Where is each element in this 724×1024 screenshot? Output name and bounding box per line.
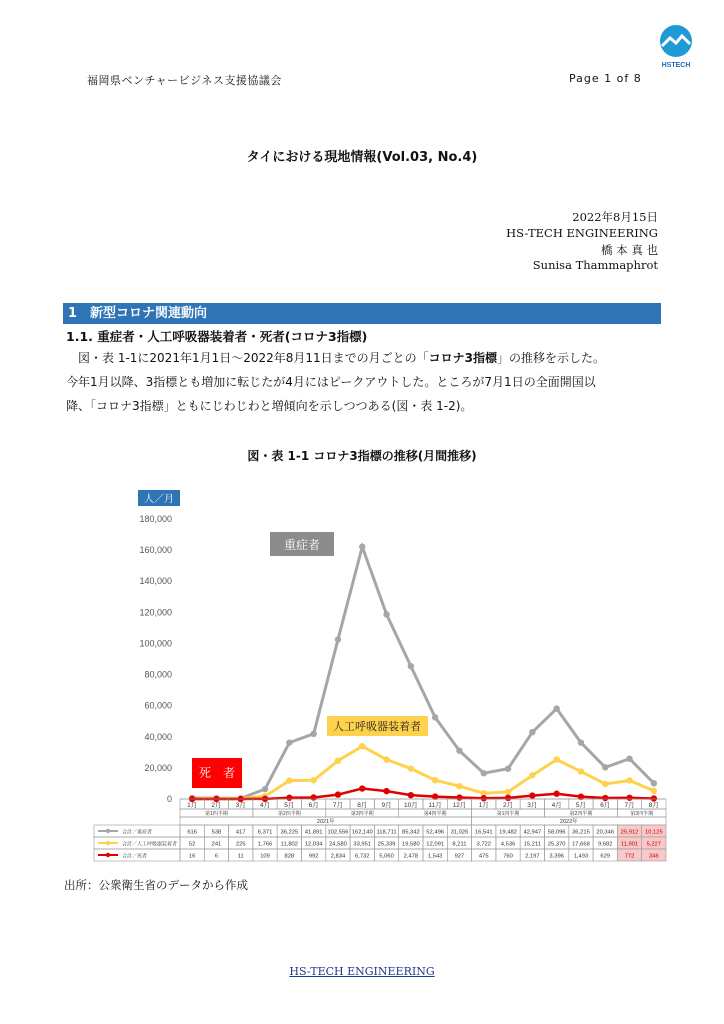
category-label: 6月 (308, 802, 319, 809)
table-value: 1,543 (427, 853, 443, 860)
y-tick-label: 180,000 (139, 514, 172, 524)
legend-marker (106, 829, 110, 833)
data-point (529, 792, 535, 798)
data-point (553, 705, 559, 711)
data-point (335, 636, 341, 642)
table-value: 1,493 (573, 853, 589, 860)
table-value: 1,766 (257, 841, 273, 848)
data-point (456, 748, 462, 754)
table-value: 629 (600, 853, 611, 860)
data-point (651, 788, 657, 794)
table-value: 616 (187, 829, 197, 836)
data-point (383, 756, 389, 762)
quarter-label: 第1四半期 (205, 811, 228, 818)
y-tick-label: 60,000 (144, 700, 172, 711)
data-point (432, 714, 438, 720)
figure-title: 図・表 1-1 コロナ3指標の推移(月間推移) (247, 449, 477, 463)
year-label: 2021年 (316, 819, 335, 826)
data-point (310, 777, 316, 783)
legend-label: 合計／人工呼吸器装着者 (122, 841, 178, 848)
data-point (626, 755, 632, 761)
table-value: 41,891 (304, 829, 323, 836)
table-value: 15,211 (523, 841, 542, 848)
table-value: 52 (188, 841, 196, 848)
y-tick-label: 80,000 (144, 669, 172, 680)
table-value: 19,482 (499, 829, 517, 836)
data-point (286, 739, 292, 745)
data-point (408, 792, 414, 798)
data-point (626, 777, 632, 783)
table-value: 772 (624, 853, 635, 860)
data-point (286, 777, 292, 783)
table-value: 12,034 (304, 841, 323, 848)
logo-text: HSTECH (661, 62, 691, 69)
paragraph-line-1-a: 図・表 1-1に2021年1月1日～2022年8月11日までの月ごとの「 (78, 351, 429, 365)
table-value: 36,225 (280, 829, 299, 836)
data-point (456, 783, 462, 789)
annotation-death-text: 死 者 (198, 766, 236, 780)
data-point (359, 785, 365, 791)
category-label: 6月 (600, 802, 611, 809)
category-label: 8月 (648, 802, 659, 809)
paragraph-line-2: 今年1月以降、3指標とも増加に転じたが4月にはピークアウトした。ところが7月1日の全面開国以 (66, 375, 596, 389)
series-line (192, 547, 654, 799)
unit-label-text: 人／月 (144, 494, 174, 505)
info-company: HS-TECH ENGINEERING (506, 226, 658, 240)
table-value: 3,722 (476, 841, 492, 848)
paragraph-line-1-bold: コロナ3指標 (428, 351, 498, 365)
table-value: 25,912 (620, 829, 639, 836)
table-value: 16,541 (474, 829, 493, 836)
data-point (286, 795, 292, 801)
table-value: 760 (503, 853, 513, 860)
header-page-number: Page 1 of 8 (569, 72, 642, 85)
quarter-label: 第3四半期 (630, 811, 654, 818)
table-value: 4,536 (500, 841, 516, 848)
table-value: 10,125 (644, 829, 663, 836)
quarter-label: 第3四半期 (350, 811, 374, 818)
table-value: 9,682 (597, 841, 613, 848)
legend-marker (106, 841, 110, 845)
category-label: 2月 (211, 802, 222, 809)
quarter-label: 第4四半期 (423, 811, 447, 818)
data-point (481, 795, 487, 801)
table-value: 58,096 (547, 829, 566, 836)
data-point (505, 765, 511, 771)
table-value: 118,711 (376, 829, 397, 836)
data-point (578, 768, 584, 774)
y-tick-label: 40,000 (144, 731, 172, 742)
data-point (529, 729, 535, 735)
category-label: 4月 (551, 802, 562, 809)
table-value: 11,802 (280, 841, 299, 848)
info-author-2: Sunisa Thammaphrot (532, 258, 658, 272)
data-point (359, 544, 365, 550)
data-point (408, 663, 414, 669)
category-label: 5月 (575, 802, 587, 809)
table-value: 241 (211, 841, 222, 848)
covid-indicator-chart (80, 486, 670, 866)
y-tick-label: 120,000 (139, 607, 172, 618)
table-value: 417 (235, 829, 246, 836)
table-value: 6,371 (257, 829, 273, 836)
y-tick-label: 160,000 (139, 545, 172, 556)
quarter-label: 第2四半期 (569, 811, 593, 818)
data-point (553, 756, 559, 762)
table-value: 24,580 (329, 841, 347, 848)
category-label: 11月 (428, 802, 442, 809)
table-value: 109 (260, 853, 270, 860)
category-label: 8月 (357, 802, 368, 809)
table-value: 2,197 (525, 853, 540, 860)
annotation-death (192, 758, 242, 788)
table-value: 992 (308, 853, 319, 860)
table-value: 3,396 (549, 853, 564, 860)
table-value: 475 (478, 853, 489, 860)
table-value: 42,947 (523, 829, 542, 836)
data-point (553, 791, 559, 797)
annotation-ventilator-text: 人工呼吸器装着者 (333, 721, 421, 733)
category-label: 7月 (624, 802, 635, 809)
info-date: 2022年8月15日 (572, 210, 658, 224)
data-point (505, 789, 511, 795)
footer-company: HS-TECH ENGINEERING (289, 965, 435, 978)
document-title: タイにおける現地情報(Vol.03, No.4) (246, 150, 478, 165)
data-point (481, 770, 487, 776)
annotation-severe (270, 532, 334, 556)
data-point (651, 780, 657, 786)
legend-marker (106, 853, 110, 857)
category-label: 2月 (502, 802, 514, 809)
table-value: 52,496 (426, 829, 445, 836)
data-point (335, 758, 341, 764)
y-tick-label: 0 (166, 794, 172, 804)
table-value: 102,556 (327, 829, 349, 836)
table-value: 33,951 (353, 841, 372, 848)
hs-tech-logo (656, 24, 696, 70)
category-label: 5月 (284, 802, 295, 809)
table-value: 12,091 (426, 841, 445, 848)
data-point (578, 739, 584, 745)
section-heading: 1 新型コロナ関連動向 (63, 303, 661, 324)
data-point (408, 765, 414, 771)
paragraph-line-1-c: 」の推移を示した。 (497, 351, 606, 365)
table-value: 19,580 (401, 841, 420, 848)
table-value: 25,339 (377, 841, 396, 848)
data-point (310, 794, 316, 800)
data-point (310, 731, 316, 737)
data-point (456, 794, 462, 800)
category-label: 3月 (527, 802, 538, 809)
category-label: 4月 (259, 802, 271, 809)
source-note: 出所：公衆衛生省のデータから作成 (64, 878, 248, 892)
annotation-severe-text: 重症者 (283, 538, 321, 552)
table-value: 25,370 (547, 841, 566, 848)
info-author-1: 橋 本 真 也 (601, 243, 658, 257)
subsection-heading: 1.1. 重症者・人工呼吸器装着者・死者(コロナ3指標) (66, 329, 368, 344)
category-label: 1月 (187, 802, 198, 809)
data-point (505, 795, 511, 801)
table-value: 2,478 (403, 853, 419, 860)
table-value: 85,342 (401, 829, 420, 836)
table-value: 11,901 (620, 841, 639, 848)
category-label: 12月 (452, 802, 467, 809)
data-point (359, 743, 365, 749)
table-value: 11 (237, 853, 244, 860)
paragraph-line-3: 降、「コロナ3指標」ともにじわじわと増傾向を示しつつある(図・表 1-2)。 (66, 399, 473, 413)
data-point (262, 786, 268, 792)
table-value: 5,060 (379, 853, 394, 860)
table-value: 538 (211, 829, 222, 836)
legend-label: 合計／重症者 (122, 829, 153, 836)
table-value: 17,668 (572, 841, 590, 848)
table-value: 20,346 (596, 829, 615, 836)
data-point (602, 764, 608, 770)
category-label: 1月 (478, 802, 489, 809)
table-value: 927 (454, 853, 465, 860)
category-label: 3月 (235, 802, 246, 809)
table-value: 225 (235, 841, 246, 848)
category-label: 7月 (332, 802, 344, 809)
table-value: 16 (188, 853, 196, 860)
table-value: 162,140 (351, 829, 373, 836)
table-value: 8,211 (452, 841, 467, 848)
quarter-label: 第1四半期 (496, 811, 520, 818)
table-value: 5,227 (646, 841, 662, 848)
legend-label: 合計／死者 (122, 853, 148, 860)
table-value: 31,026 (450, 829, 469, 836)
table-value: 36,215 (572, 829, 590, 836)
header-org: 福岡県ベンチャービジネス支援協議会 (87, 74, 282, 87)
unit-label (138, 490, 180, 506)
y-tick-label: 100,000 (139, 638, 172, 649)
quarter-label: 第2四半期 (277, 811, 301, 818)
data-point (383, 611, 389, 617)
table-value: 6 (214, 853, 219, 860)
data-point (529, 772, 535, 778)
data-point (602, 781, 608, 787)
category-label: 10月 (403, 802, 418, 809)
category-label: 9月 (381, 802, 392, 809)
table-value: 6,732 (354, 853, 370, 860)
table-value: 828 (284, 853, 295, 860)
table-value: 346 (649, 853, 659, 860)
table-value: 2,834 (330, 853, 346, 860)
annotation-ventilator (327, 716, 428, 736)
paragraph-line-1 (78, 349, 605, 366)
data-point (432, 777, 438, 783)
data-point (335, 791, 341, 797)
year-label: 2022年 (559, 819, 578, 826)
data-point (626, 795, 632, 801)
y-tick-label: 20,000 (144, 762, 172, 773)
data-point (383, 788, 389, 794)
y-tick-label: 140,000 (139, 576, 172, 587)
data-point (651, 795, 657, 801)
data-point (602, 795, 608, 801)
